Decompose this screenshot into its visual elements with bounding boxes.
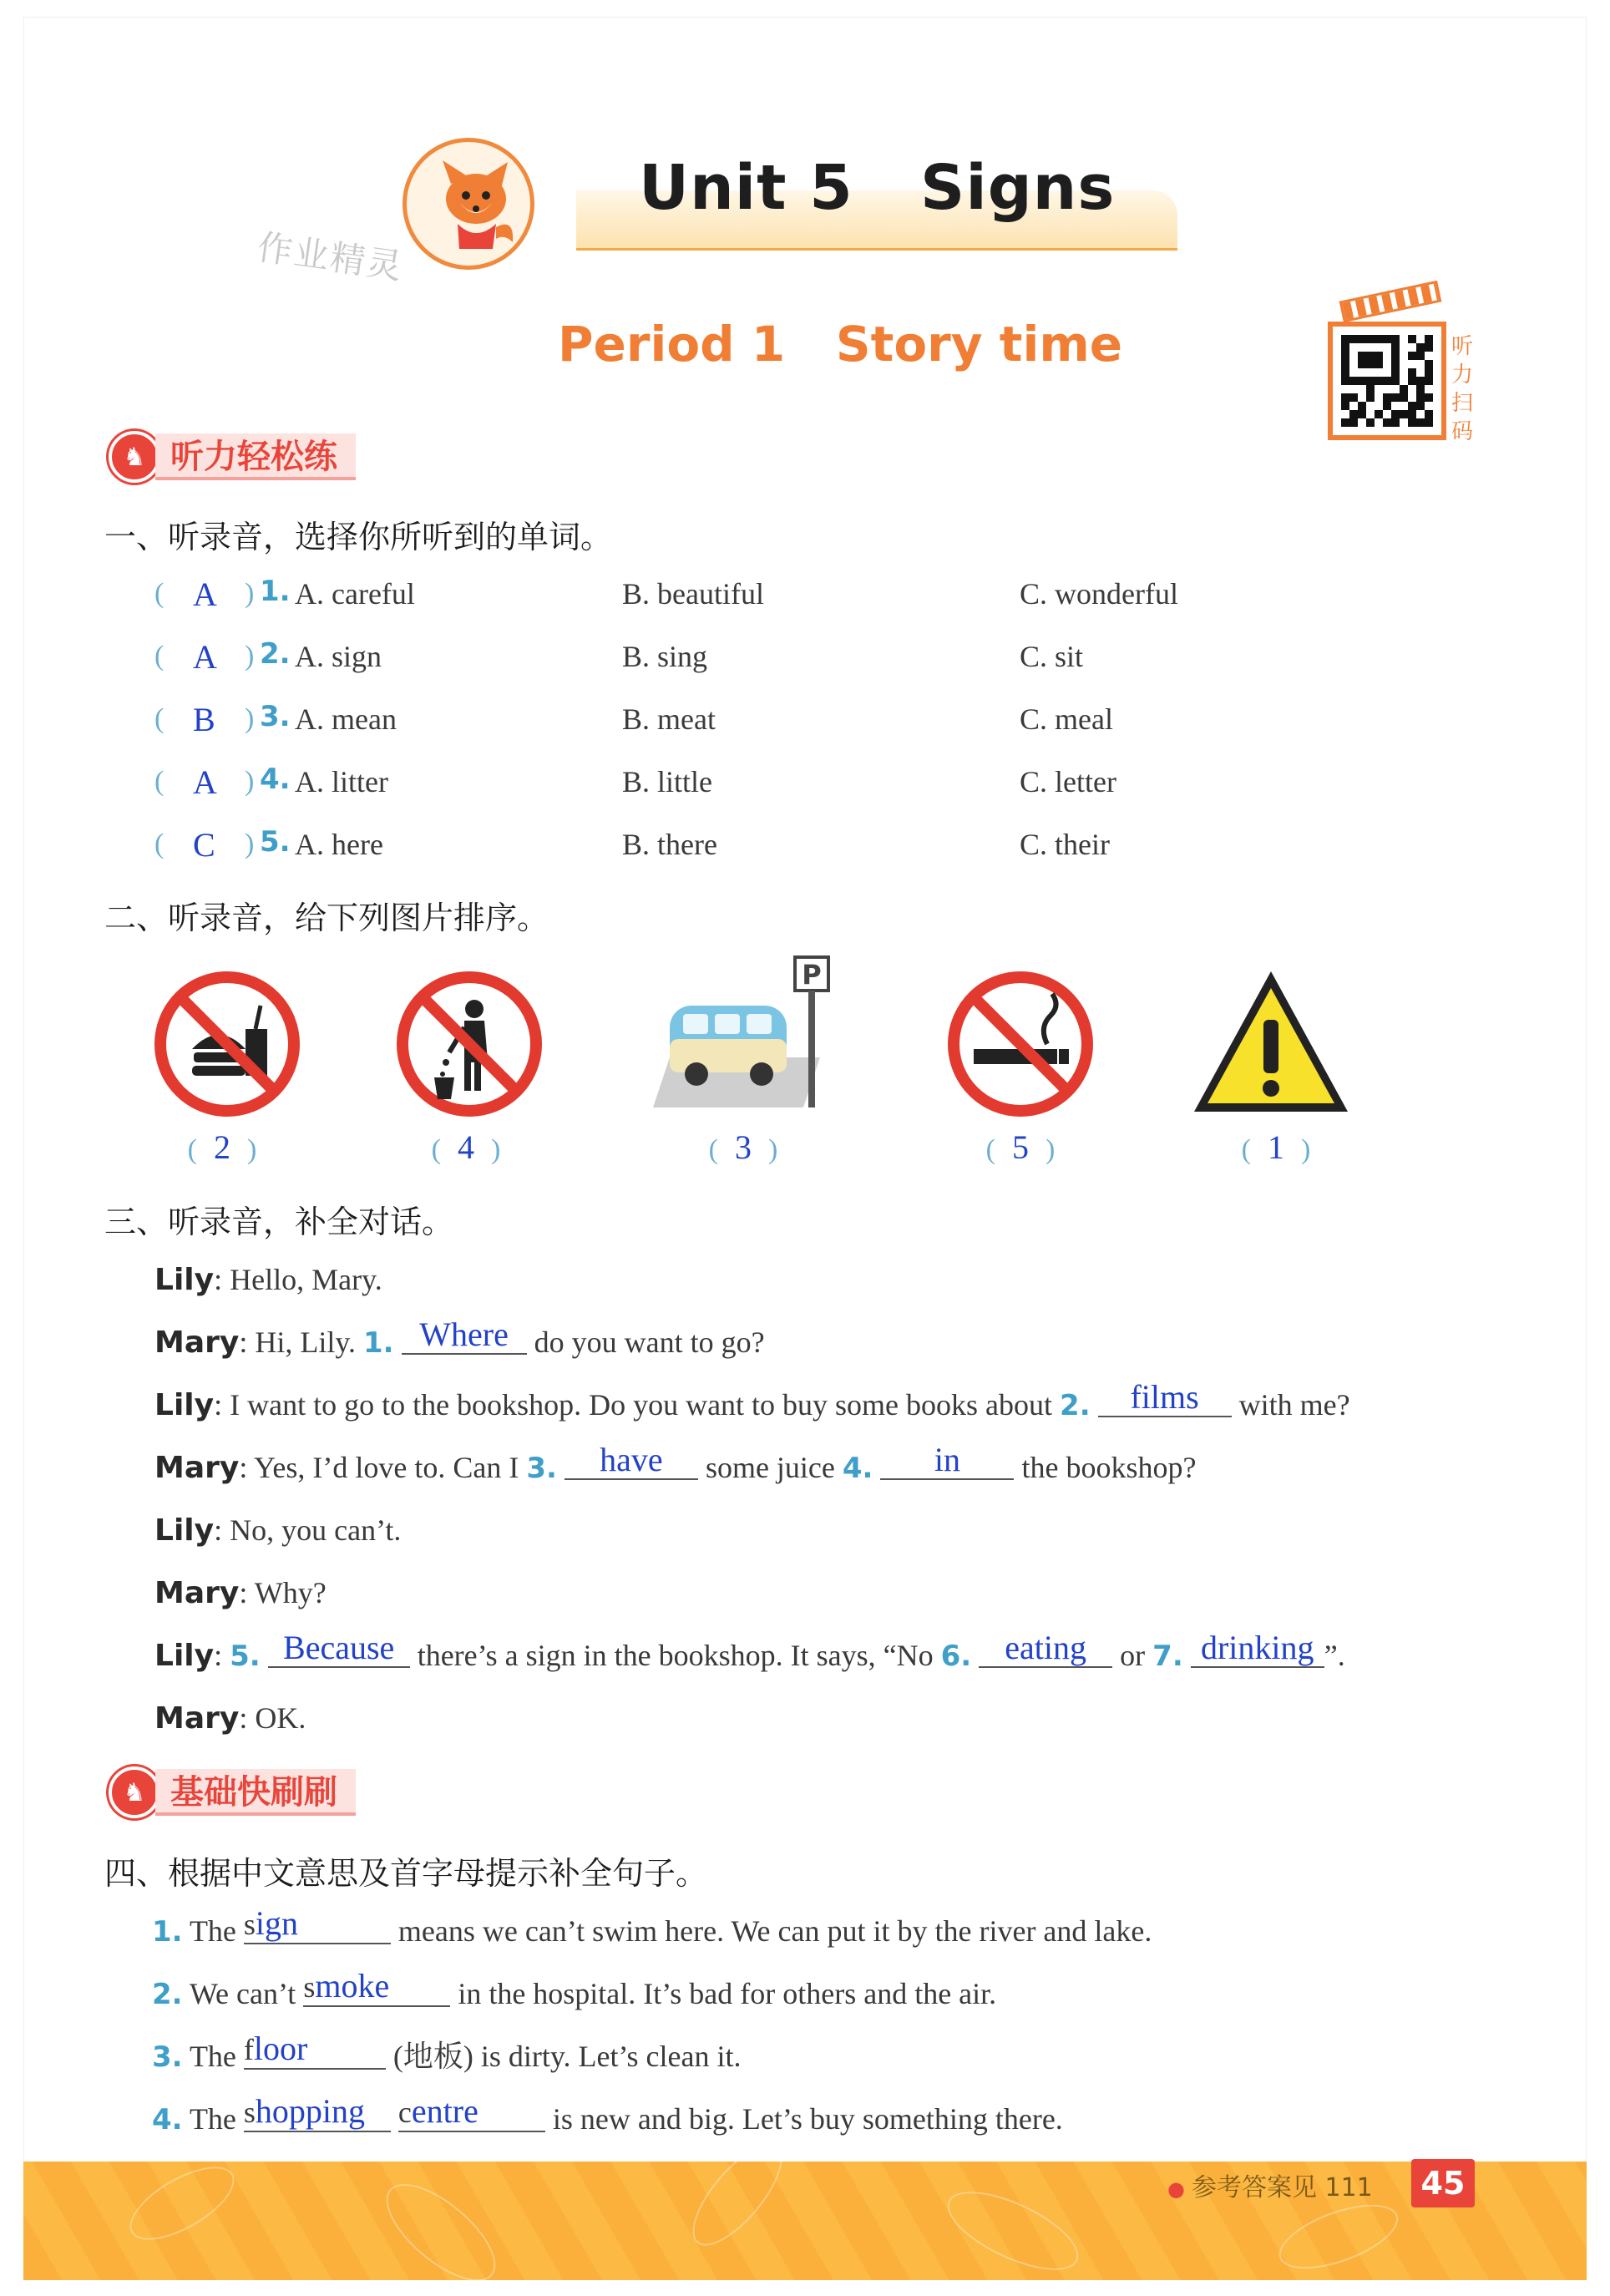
paren: ) (245, 703, 255, 734)
mc-row (154, 573, 1324, 623)
speaker: Lily (154, 1513, 215, 1548)
option-b: B. meat (622, 702, 716, 736)
answer-blank[interactable] (244, 2030, 386, 2070)
section-badge-label: 基础快刷刷 (155, 1769, 356, 1816)
line-text: there’s a sign in the bookshop. It says, “No (409, 1639, 941, 1672)
speaker: Mary (154, 1325, 240, 1360)
colon: : (214, 1513, 223, 1547)
question-heading-3: 三、听录音，补全对话。 (104, 1204, 454, 1240)
line-text: Hi, Lily. (255, 1325, 364, 1359)
handwritten-answer: moke (315, 1967, 390, 2005)
paren: ( (154, 829, 165, 859)
paren: ( (154, 766, 165, 797)
fill-sentence (152, 2094, 1063, 2144)
parking-sign-icon (636, 949, 845, 1116)
sentence-text: means we can’t swim here. We can put it by the river and lake. (390, 1914, 1152, 1948)
answer-mark[interactable]: B (193, 701, 215, 738)
item-number: 4. (260, 763, 291, 796)
answer-mark[interactable]: A (193, 575, 217, 613)
handwritten-answer: hopping (255, 2092, 366, 2130)
item-number: 1. (152, 1915, 183, 1949)
option-a: A. careful (295, 577, 415, 611)
initial-letter: s (303, 1970, 316, 2004)
colon: : (239, 1576, 248, 1609)
mc-row (154, 761, 1324, 811)
option-c: C. sit (1020, 640, 1084, 673)
item-number: 5. (260, 825, 291, 859)
answer-reference (1167, 2167, 1373, 2203)
section-badge-label: 听力轻松练 (155, 433, 356, 480)
blank-number: 3. (526, 1452, 557, 1485)
line-text: ”. (1324, 1639, 1345, 1672)
paren: ) (245, 578, 255, 609)
answer-blank[interactable]: Where (402, 1316, 527, 1355)
sentence-text: The (189, 2040, 244, 2073)
speaker: Lily (154, 1388, 215, 1422)
dialogue-line (154, 1505, 401, 1555)
item-number: 4. (152, 2103, 183, 2136)
sentence-text (391, 2102, 398, 2136)
speaker: Mary (154, 1701, 240, 1736)
leaf-pattern (1271, 2192, 1405, 2282)
answer-mark[interactable]: C (193, 826, 215, 864)
paren: ) (247, 1134, 257, 1165)
no-food-sign-icon (152, 969, 302, 1119)
sign-answer-value[interactable]: 5 (1012, 1128, 1029, 1166)
leaf-pattern (371, 2167, 511, 2296)
sign-answer-value[interactable]: 1 (1268, 1128, 1284, 1166)
sign-answer (685, 1128, 802, 1167)
line-text: Hello, Mary. (230, 1263, 382, 1296)
answer-blank[interactable]: films (1098, 1379, 1232, 1417)
dialogue-line (154, 1442, 1196, 1493)
page-number: 45 (1411, 2159, 1475, 2207)
answer-blank[interactable]: have (565, 1442, 698, 1480)
paren: ( (154, 703, 165, 734)
answer-blank[interactable] (303, 1968, 450, 2007)
section-badge-listening (109, 430, 356, 484)
sentence-text: (地板) is dirty. Let’s clean it. (385, 2040, 742, 2073)
period-title: Period 1 Story time (558, 316, 1123, 373)
parking-sign-label: P (802, 959, 822, 991)
blank-number: 2. (1060, 1389, 1091, 1422)
item-number: 1. (260, 575, 291, 608)
fox-icon: ♞ (109, 1766, 160, 1818)
line-text: some juice (697, 1451, 843, 1484)
question-heading-4: 四、根据中文意思及首字母提示补全句子。 (104, 1855, 708, 1892)
colon: : (239, 1701, 248, 1735)
line-text: or (1112, 1639, 1153, 1672)
answer-blank[interactable] (244, 1905, 391, 1944)
sign-answer (408, 1128, 524, 1167)
paren: ) (1045, 1134, 1056, 1165)
qr-caption: 听力扫码 (1451, 334, 1474, 444)
sign-answer (164, 1128, 281, 1167)
sign-answer-value[interactable]: 3 (735, 1128, 752, 1166)
speaker: Lily (154, 1263, 215, 1297)
blank-number: 1. (363, 1326, 394, 1360)
dialogue-line (154, 1568, 327, 1618)
answer-blank[interactable]: eating (979, 1630, 1112, 1668)
paren: ( (708, 1134, 718, 1165)
sentence-text: The (189, 2102, 244, 2136)
colon: : (214, 1388, 223, 1422)
line-text: the bookshop? (1014, 1451, 1197, 1484)
paren: ) (245, 641, 255, 672)
option-b: B. sing (622, 640, 708, 673)
paren: ( (985, 1134, 995, 1165)
paren: ( (187, 1134, 197, 1165)
sentence-text: is new and big. Let’s buy something there. (544, 2102, 1063, 2136)
paren: ) (768, 1134, 778, 1165)
line-text: Yes, I’d love to. Can I (254, 1451, 527, 1484)
initial-letter: c (397, 2096, 412, 2129)
question-heading-2: 二、听录音，给下列图片排序。 (104, 900, 549, 936)
paren: ) (245, 829, 255, 859)
handwritten-answer: loor (253, 2030, 308, 2067)
warning-sign-icon (1187, 965, 1354, 1119)
option-a: A. mean (295, 702, 397, 736)
colon: : (239, 1451, 248, 1484)
line-text: OK. (255, 1701, 306, 1735)
line-text: I want to go to the bookshop. Do you want to buy some books about (230, 1388, 1061, 1422)
sign-answer (1218, 1128, 1334, 1167)
item-number: 3. (260, 700, 291, 733)
paren: ) (491, 1134, 501, 1165)
paren: ) (245, 766, 255, 797)
paren: ( (154, 578, 165, 609)
answer-blank[interactable]: Because (268, 1630, 410, 1668)
speaker: Lily (154, 1639, 215, 1673)
dialogue-line (154, 1380, 1350, 1430)
bullet-dot-icon: ● (1167, 2177, 1185, 2201)
option-c: C. wonderful (1020, 577, 1178, 611)
fill-sentence (152, 2031, 741, 2081)
watermark: 作业精灵 (255, 226, 407, 287)
sign-answer-value[interactable]: 2 (214, 1128, 230, 1166)
answer-blank[interactable]: in (880, 1442, 1014, 1480)
sentence-text: in the hospital. It’s bad for others and the air. (450, 1977, 997, 2010)
section-badge-basics (109, 1766, 356, 1819)
qr-code[interactable] (1328, 322, 1446, 440)
line-text: do you want to go? (526, 1325, 765, 1359)
option-c: C. meal (1020, 702, 1113, 736)
blank-number: 5. (230, 1640, 261, 1673)
dialogue-line (154, 1630, 1345, 1680)
answer-reference-text: 参考答案见 111 (1191, 2173, 1373, 2202)
item-number: 3. (152, 2040, 183, 2074)
colon: : (214, 1263, 223, 1296)
fill-sentence (152, 1969, 996, 2019)
dialogue-line (154, 1254, 382, 1305)
blank-number: 7. (1152, 1640, 1183, 1673)
answer-mark[interactable]: A (193, 638, 217, 676)
initial-letter: s (243, 1908, 256, 1941)
sign-answer (962, 1128, 1079, 1167)
item-number: 2. (260, 637, 291, 671)
option-b: B. beautiful (622, 577, 764, 611)
mc-row (154, 824, 1324, 874)
answer-blank[interactable] (398, 2093, 545, 2132)
dialogue-line (154, 1317, 765, 1367)
handwritten-answer: ign (255, 1904, 299, 1942)
no-smoking-sign-icon (945, 969, 1096, 1119)
option-b: B. there (622, 828, 717, 861)
option-a: A. sign (295, 640, 382, 673)
initial-letter: s (243, 2096, 256, 2129)
option-a: A. here (295, 828, 383, 861)
speaker: Mary (154, 1451, 240, 1485)
unit-title: Unit 5 Signs (639, 152, 1116, 224)
leaf-pattern (937, 2176, 1089, 2286)
qr-code-icon (1341, 335, 1433, 427)
blank-number: 4. (842, 1452, 873, 1485)
line-text: No, you can’t. (230, 1513, 402, 1547)
option-a: A. litter (295, 765, 388, 798)
question-heading-1: 一、听录音，选择你所听到的单词。 (104, 519, 613, 555)
paren: ( (154, 641, 165, 672)
speaker: Mary (154, 1576, 240, 1610)
answer-blank[interactable]: drinking (1191, 1630, 1324, 1668)
answer-mark[interactable]: A (193, 763, 217, 801)
line-text: Why? (254, 1576, 327, 1609)
paren: ( (1241, 1134, 1251, 1165)
handwritten-answer: entre (411, 2092, 478, 2130)
colon: : (239, 1325, 248, 1359)
mc-row (154, 636, 1324, 686)
sentence-text: We can’t (189, 1977, 304, 2010)
mc-row (154, 698, 1324, 748)
leaf-pattern (119, 2152, 245, 2254)
paren: ) (1301, 1134, 1311, 1165)
item-number: 2. (152, 1978, 183, 2011)
blank-number: 6. (940, 1640, 972, 1673)
option-c: C. letter (1020, 765, 1116, 798)
no-littering-sign-icon (394, 969, 544, 1119)
fox-icon: ♞ (109, 431, 160, 483)
sign-answer-value[interactable]: 4 (458, 1128, 474, 1166)
dialogue-line (154, 1693, 306, 1743)
option-c: C. their (1020, 828, 1110, 861)
line-text: with me? (1231, 1388, 1350, 1422)
sentence-text: The (189, 1914, 244, 1948)
initial-letter: f (243, 2033, 254, 2066)
option-b: B. little (622, 765, 712, 798)
answer-blank[interactable] (244, 2093, 391, 2132)
paren: ( (431, 1134, 441, 1165)
colon: : (214, 1639, 223, 1672)
fox-mascot-icon (434, 159, 516, 251)
fill-sentence (152, 1906, 1152, 1956)
